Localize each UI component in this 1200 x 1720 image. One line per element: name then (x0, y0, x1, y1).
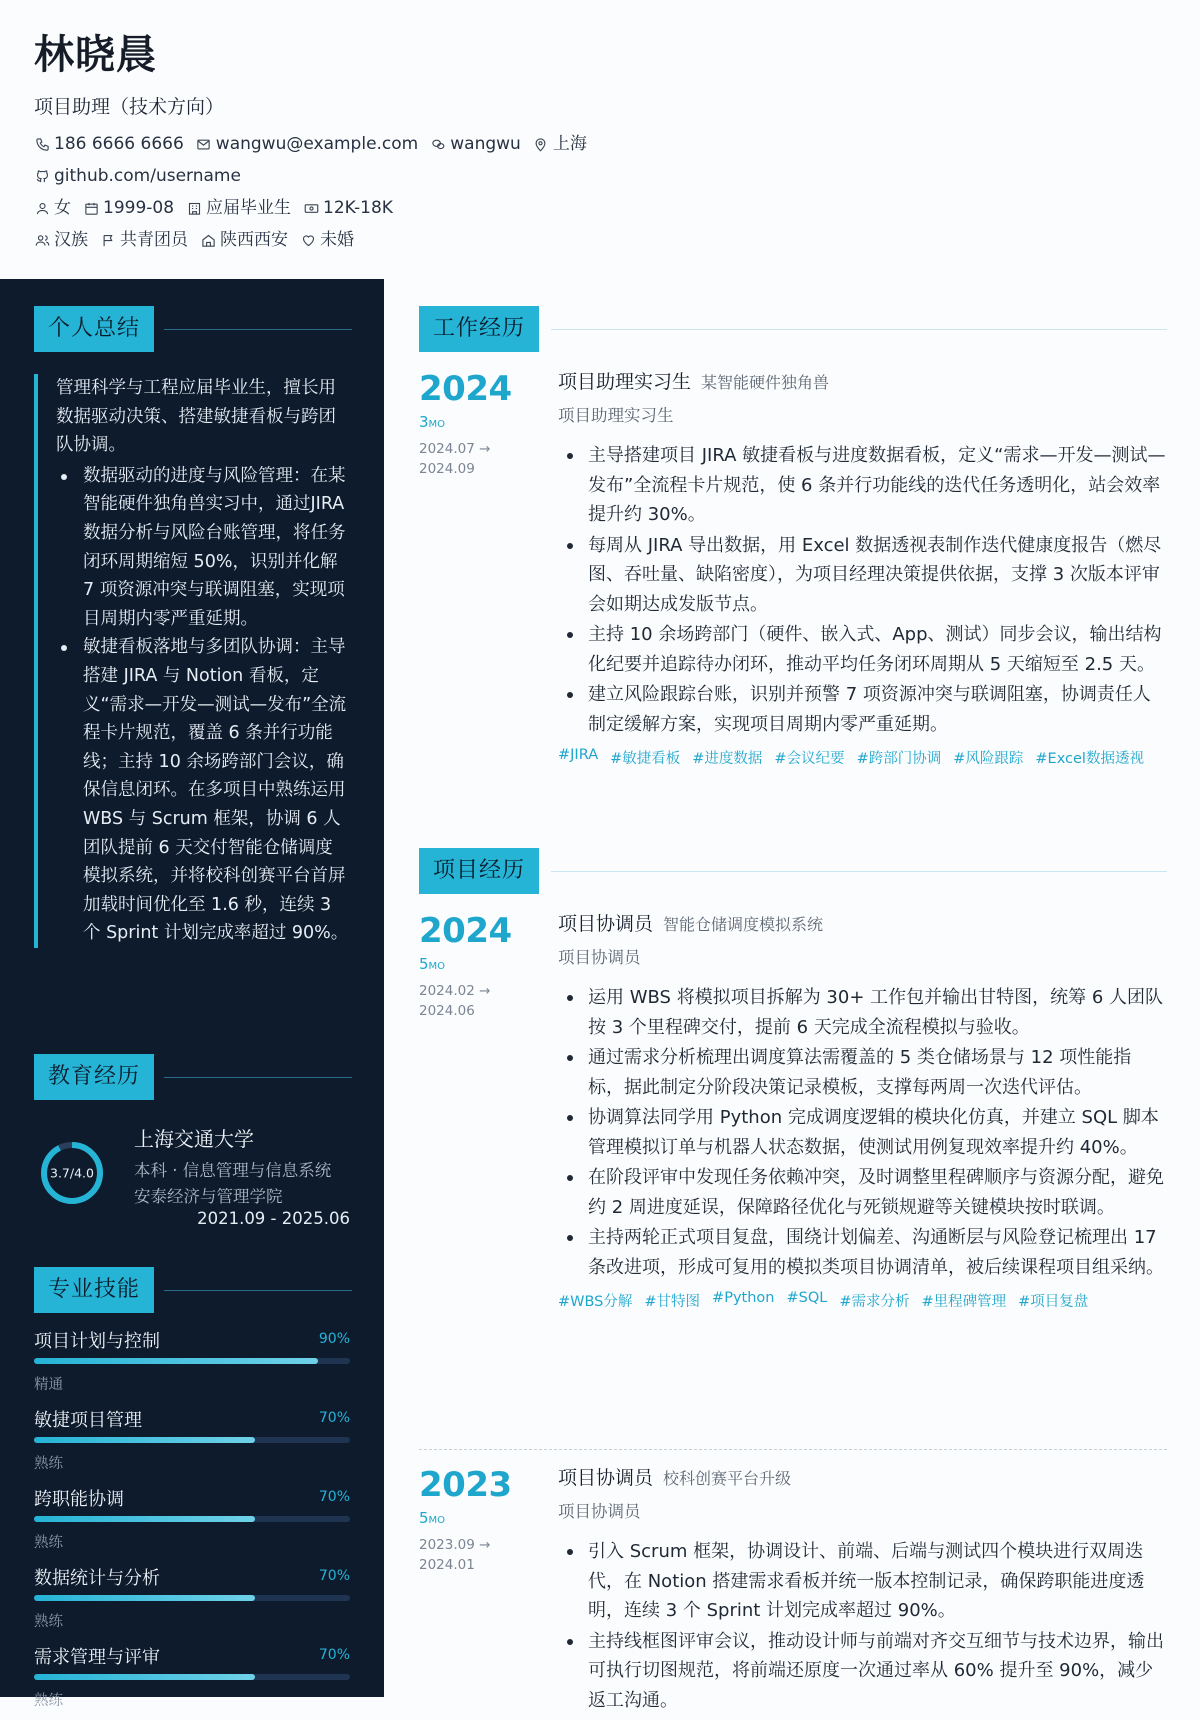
birth-item (83, 196, 174, 220)
project-role-title: 项目协调员 (558, 1467, 654, 1489)
section-divider (164, 329, 352, 330)
skill-name: 数据统计与分析 (34, 1568, 160, 1589)
ethnicity-text: 汉族 (54, 230, 88, 250)
skill-item (34, 1325, 350, 1404)
school-name: 上海交通大学 (134, 1127, 254, 1151)
skill-level: 熟练 (34, 1693, 63, 1709)
bullet-item: 建立风险跟踪台账，识别并预警 7 项资源冲突与联调阻塞，协调责任人制定缓解方案，实现项目周期内零严重延期。 (558, 680, 1167, 739)
entry-duration (419, 955, 445, 973)
home-icon (200, 232, 216, 248)
phone-text: 186 6666 6666 (54, 134, 184, 154)
entry-title (558, 1465, 1167, 1492)
bullet-item: 在阶段评审中发现任务依赖冲突，及时调整里程碑顺序与资源分配，避免约 2 周进度延误，保障路径优化与死锁规避等关键模块按时联调。 (558, 1163, 1167, 1222)
section-divider (164, 1290, 352, 1291)
skill-bar-fill (34, 1674, 255, 1680)
section-divider (551, 329, 1167, 330)
skill-percent: 90% (318, 1331, 350, 1347)
target-role: 项目助理（技术方向） (34, 96, 225, 118)
wechat-item (430, 132, 521, 156)
bullet-item: 运用 WBS 将模拟项目拆解为 30+ 工作包并输出甘特图，统筹 6 人团队按 3 个里程碑交付，提前 6 天完成全流程模拟与验收。 (558, 983, 1167, 1042)
entry-period (419, 981, 519, 1021)
skill-bar (34, 1437, 350, 1443)
skill-name: 项目计划与控制 (34, 1331, 160, 1352)
tag: #风险跟踪 (953, 751, 1024, 767)
skills-section-title: 专业技能 (34, 1267, 154, 1313)
skill-level: 熟练 (34, 1456, 63, 1472)
mail-icon (196, 136, 212, 152)
section-divider (164, 1077, 352, 1078)
duration-unit: MO (428, 961, 446, 972)
gender-item (34, 196, 71, 220)
wechat-text: wangwu (450, 134, 521, 154)
tag: #跨部门协调 (856, 751, 942, 767)
work-section-title: 工作经历 (419, 306, 539, 352)
personal-info-line (34, 196, 834, 220)
tag: #WBS分解 (558, 1294, 633, 1310)
bullet-item: 主导搭建项目 JIRA 敏捷看板与进度数据看板，定义“需求—开发—测试—发布”全流程卡片规范，使 6 条并行功能线的迭代任务透明化，站会效率提升约 30%。 (558, 441, 1167, 530)
skill-bar (34, 1674, 350, 1680)
hometown-text: 陕西西安 (220, 230, 288, 250)
skill-percent: 70% (318, 1489, 350, 1505)
job-title: 项目助理实习生 (558, 371, 692, 393)
marital-item (300, 228, 354, 252)
education-section-title: 教育经历 (34, 1054, 154, 1100)
entry-year: 2024 (419, 911, 512, 951)
education-entry (34, 1115, 350, 1235)
duration-months: 5 (419, 1509, 429, 1527)
period-end: 2024.01 (419, 1557, 475, 1573)
bullet-item: 主持 10 余场跨部门（硬件、嵌入式、App、测试）同步会议，输出结构化纪要并追踪待办闭环，推动平均任务闭环周期从 5 天缩短至 2.5 天。 (558, 620, 1167, 679)
candidate-name: 林晓晨 (34, 32, 157, 78)
company-name: 某智能硬件独角兽 (701, 373, 830, 392)
skill-bar (34, 1595, 350, 1601)
bullet-item: 主持两轮正式项目复盘，围绕计划偏差、沟通断层与风险登记梳理出 17 条改进项，形成可复用的模拟类项目协调清单，被后续课程项目组采纳。 (558, 1223, 1167, 1282)
entry-bullets (558, 983, 1167, 1282)
bullet-item: 通过需求分析梳理出调度算法需覆盖的 5 类仓储场景与 12 项性能指标，据此制定分阶段决策记录模板，支撑每两周一次迭代评估。 (558, 1043, 1167, 1102)
entry-duration (419, 413, 445, 431)
email-text[interactable]: wangwu@example.com (215, 134, 419, 154)
city-text: 上海 (552, 134, 587, 154)
period-end: 2024.09 (419, 461, 475, 477)
work-section-header (419, 306, 1167, 352)
salary-item (303, 196, 393, 220)
gpa-value: 3.7/4.0 (50, 1165, 94, 1181)
skill-item (34, 1404, 350, 1483)
skill-item (34, 1562, 350, 1641)
birth-text: 1999-08 (103, 198, 175, 218)
project-role-title: 项目协调员 (558, 913, 654, 935)
skill-bar-fill (34, 1595, 255, 1601)
github-icon (34, 168, 50, 184)
tag: #敏捷看板 (610, 751, 681, 767)
summary-block (34, 374, 350, 948)
period-start: 2024.02 → (419, 983, 491, 999)
tag: #Python (712, 1290, 775, 1306)
salary-text: 12K-18K (323, 198, 393, 218)
entry-role: 项目助理实习生 (558, 406, 674, 425)
gpa-ring (40, 1141, 104, 1205)
city-item (533, 132, 587, 156)
entry-bullets (558, 441, 1167, 739)
college-name: 安泰经济与管理学院 (134, 1187, 283, 1206)
skills-list (34, 1325, 350, 1720)
entry-bullets (558, 1537, 1167, 1715)
skill-item (34, 1641, 350, 1720)
duration-unit: MO (428, 1515, 446, 1526)
tag: #甘特图 (644, 1294, 701, 1310)
skill-level: 精通 (34, 1377, 63, 1393)
status-item (186, 196, 291, 220)
education-dates: 2021.09 - 2025.06 (197, 1209, 350, 1228)
entry-role: 项目协调员 (558, 948, 641, 967)
period-end: 2024.06 (419, 1003, 475, 1019)
tag: #会议纪要 (774, 751, 845, 767)
duration-months: 3 (419, 413, 429, 431)
period-start: 2024.07 → (419, 441, 491, 457)
education-section-header (34, 1054, 352, 1100)
wechat-icon (430, 136, 446, 152)
skill-item (34, 1483, 350, 1562)
politics-text: 共青团员 (120, 230, 188, 250)
duration-unit: MO (428, 419, 446, 430)
summary-points (56, 462, 350, 948)
summary-section-header (34, 306, 352, 352)
ethnicity-item (34, 228, 88, 252)
contact-line (34, 132, 834, 156)
summary-section-title: 个人总结 (34, 306, 154, 352)
github-item[interactable] (34, 164, 241, 188)
entry-year: 2024 (419, 369, 512, 409)
entry-body (558, 369, 1167, 768)
flag-icon (100, 232, 116, 248)
banknote-icon (303, 200, 319, 216)
entry-title (558, 911, 1167, 938)
skills-section-header (34, 1267, 352, 1313)
summary-point: 数据驱动的进度与风险管理：在某智能硬件独角兽实习中，通过JIRA 数据分析与风险台账管理，将任务闭环周期缩短 50%，识别并化解 7 项资源冲突与联调阻塞，实现项目周期内零严重延期。 (56, 462, 350, 634)
hometown-item (200, 228, 288, 252)
entry-role: 项目协调员 (558, 1502, 641, 1521)
tag: #进度数据 (692, 751, 763, 767)
degree-major: 本科 · 信息管理与信息系统 (134, 1161, 332, 1180)
github-line (34, 164, 834, 188)
phone-icon (34, 136, 50, 152)
project-section-header (419, 848, 1167, 894)
skill-bar (34, 1516, 350, 1522)
building-icon (186, 200, 202, 216)
github-text[interactable]: github.com/username (54, 166, 241, 186)
marital-text: 未婚 (320, 230, 354, 250)
entry-body (558, 911, 1167, 1311)
skill-bar (34, 1358, 350, 1364)
entry-tags (558, 747, 1167, 768)
person-icon (34, 200, 50, 216)
skill-bar-fill (34, 1437, 255, 1443)
phone-item (34, 132, 184, 156)
entry-period (419, 439, 519, 479)
users-icon (34, 232, 50, 248)
summary-point: 敏捷看板落地与多团队协调：主导搭建 JIRA 与 Notion 看板，定义“需求—开发—测试—发布”全流程卡片规范，覆盖 6 条并行功能线；主持 10 余场跨部门会议，确保信息闭环。在多项目中熟练运用 WBS 与 Scrum 框架，协调 6 人团队提前 6 天交付智能仓储调度模拟系统，并将校科创赛平台首屏加载时间优化至 1.6 秒，连续 3 个 Sprint 计划完成率超过 90%。 (56, 633, 350, 948)
status-text: 应届毕业生 (206, 198, 292, 218)
project-name: 校科创赛平台升级 (663, 1469, 792, 1488)
bullet-item: 引入 Scrum 框架，协调设计、前端、后端与测试四个模块进行双周迭代，在 Notion 搭建需求看板并统一版本控制记录，确保跨职能进度透明，连续 3 个 Sprint 计划完成率超过 90%。 (558, 1537, 1167, 1626)
skill-percent: 70% (318, 1568, 350, 1584)
resume-header (34, 30, 834, 252)
tag: #SQL (786, 1290, 828, 1306)
skill-bar-fill (34, 1358, 318, 1364)
skill-name: 跨职能协调 (34, 1489, 124, 1510)
background-line (34, 228, 834, 252)
section-divider (551, 871, 1167, 872)
bullet-item: 协调算法同学用 Python 完成调度逻辑的模块化仿真，并建立 SQL 脚本管理模拟订单与机器人状态数据，使测试用例复现效率提升约 40%。 (558, 1103, 1167, 1162)
entry-separator (419, 1449, 1167, 1450)
location-pin-icon (533, 136, 549, 152)
skill-bar-fill (34, 1516, 255, 1522)
heart-icon (300, 232, 316, 248)
calendar-icon (83, 200, 99, 216)
skill-name: 需求管理与评审 (34, 1647, 160, 1668)
skill-name: 敏捷项目管理 (34, 1410, 142, 1431)
tag: #里程碑管理 (921, 1294, 1007, 1310)
skill-level: 熟练 (34, 1535, 63, 1551)
tag: #项目复盘 (1018, 1294, 1089, 1310)
project-section-title: 项目经历 (419, 848, 539, 894)
gender-text: 女 (54, 198, 71, 218)
tag: #需求分析 (839, 1294, 910, 1310)
skill-percent: 70% (318, 1410, 350, 1426)
entry-body (558, 1465, 1167, 1716)
summary-intro: 管理科学与工程应届毕业生，擅长用数据驱动决策、搭建敏捷看板与跨团队协调。 (56, 378, 336, 456)
duration-months: 5 (419, 955, 429, 973)
bullet-item: 主持线框图评审会议，推动设计师与前端对齐交互细节与技术边界，输出可执行切图规范，将前端还原度一次通过率从 60% 提升至 90%，减少返工沟通。 (558, 1627, 1167, 1716)
tag: #Excel数据透视 (1035, 751, 1144, 767)
bullet-item: 每周从 JIRA 导出数据，用 Excel 数据透视表制作迭代健康度报告（燃尽图、吞吐量、缺陷密度），为项目经理决策提供依据，支撑 3 次版本评审会如期达成发版节点。 (558, 531, 1167, 620)
project-name: 智能仓储调度模拟系统 (663, 915, 824, 934)
skill-level: 熟练 (34, 1614, 63, 1630)
entry-title (558, 369, 1167, 396)
entry-tags (558, 1290, 1167, 1311)
email-item[interactable] (196, 132, 418, 156)
period-start: 2023.09 → (419, 1537, 491, 1553)
entry-year: 2023 (419, 1465, 512, 1505)
skill-percent: 70% (318, 1647, 350, 1663)
politics-item (100, 228, 188, 252)
entry-period (419, 1535, 519, 1575)
tag: #JIRA (558, 747, 599, 763)
entry-duration (419, 1509, 445, 1527)
